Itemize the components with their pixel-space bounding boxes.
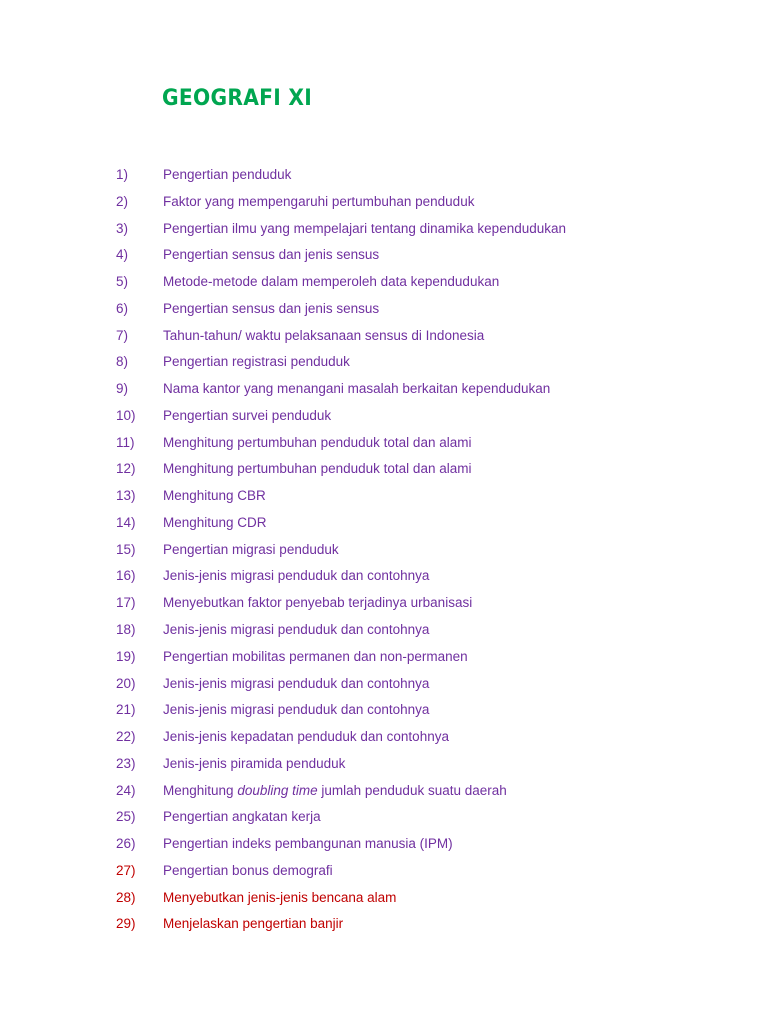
list-item-number: 16) [116, 568, 136, 584]
list-item [0, 323, 768, 350]
list-item-text: Menghitung CDR [163, 514, 267, 530]
list-item-text: Pengertian bonus demografi [163, 862, 333, 878]
list-item-number: 21) [116, 702, 136, 718]
list-item [0, 831, 768, 858]
list-item-number: 24) [116, 782, 136, 798]
list-item-number: 29) [116, 916, 136, 932]
list-item-number: 19) [116, 648, 136, 664]
list-item-text: Pengertian indeks pembangunan manusia (IPM) [163, 836, 453, 852]
list-item-number: 8) [116, 354, 129, 370]
list-item [0, 858, 768, 885]
list-item-number: 4) [116, 247, 129, 263]
list-item-text: Jenis-jenis piramida penduduk [163, 755, 346, 771]
list-item [0, 697, 768, 724]
list-item [0, 671, 768, 698]
list-item [0, 724, 768, 751]
list-item-number: 18) [116, 622, 136, 638]
list-item-text: Tahun-tahun/ waktu pelaksanaan sensus di Indonesia [163, 327, 485, 343]
list-item-text: Menghitung pertumbuhan penduduk total dan alami [163, 461, 472, 477]
list-item [0, 751, 768, 778]
list-item-number: 9) [116, 381, 129, 397]
list-item-text: Pengertian sensus dan jenis sensus [163, 300, 380, 316]
list-item [0, 376, 768, 403]
list-item-number: 13) [116, 488, 136, 504]
list-item-number: 11) [116, 434, 135, 450]
list-item [0, 242, 768, 269]
list-item [0, 644, 768, 671]
list-item-text: Jenis-jenis migrasi penduduk dan contohnya [163, 568, 430, 584]
list-item-number: 22) [116, 729, 136, 745]
topic-list [0, 162, 768, 938]
list-item-number: 25) [116, 809, 136, 825]
list-item [0, 911, 768, 938]
list-item-text: Jenis-jenis migrasi penduduk dan contohnya [163, 675, 430, 691]
list-item-text: Jenis-jenis migrasi penduduk dan contohnya [163, 622, 430, 638]
list-item-text: Menjelaskan pengertian banjir [163, 916, 344, 932]
page-title: GEOGRAFI XI [162, 86, 313, 111]
list-item-text: Metode-metode dalam memperoleh data kependudukan [163, 274, 500, 290]
list-item-text [163, 778, 507, 805]
list-item-number: 23) [116, 755, 136, 771]
list-item-number: 2) [116, 193, 129, 209]
list-item-text: Nama kantor yang menangani masalah berkaitan kependudukan [163, 381, 551, 397]
list-item [0, 216, 768, 243]
list-item [0, 804, 768, 831]
list-item [0, 162, 768, 189]
list-item-text-part: Menghitung [163, 782, 238, 798]
list-item-text: Jenis-jenis migrasi penduduk dan contohnya [163, 702, 430, 718]
list-item-text: Menghitung CBR [163, 488, 266, 504]
list-item [0, 403, 768, 430]
list-item-text-part: jumlah penduduk suatu daerah [317, 782, 507, 798]
list-item-text: Pengertian angkatan kerja [163, 809, 321, 825]
list-item [0, 430, 768, 457]
list-item [0, 617, 768, 644]
list-item-text: Pengertian penduduk [163, 167, 292, 182]
list-item [0, 349, 768, 376]
list-item [0, 590, 768, 617]
list-item [0, 269, 768, 296]
list-item-number: 28) [116, 889, 136, 905]
list-item-number: 7) [116, 327, 129, 343]
list-item-text: Menyebutkan faktor penyebab terjadinya urbanisasi [163, 595, 473, 611]
list-item [0, 778, 768, 805]
list-item-number: 14) [116, 514, 136, 530]
list-item-text: Pengertian survei penduduk [163, 407, 332, 423]
list-item-text: Pengertian sensus dan jenis sensus [163, 247, 380, 263]
list-item [0, 296, 768, 323]
list-item [0, 483, 768, 510]
list-item [0, 510, 768, 537]
list-item-number: 12) [116, 461, 136, 477]
list-item [0, 885, 768, 912]
list-item-number: 6) [116, 300, 129, 316]
list-item [0, 189, 768, 216]
list-item-text: Jenis-jenis kepadatan penduduk dan contohnya [163, 729, 449, 745]
list-item-text: Menyebutkan jenis-jenis bencana alam [163, 889, 397, 905]
list-item-text: Faktor yang mempengaruhi pertumbuhan penduduk [163, 193, 475, 209]
list-item-number: 20) [116, 675, 136, 691]
list-item-number: 27) [116, 862, 136, 878]
list-item-number: 1) [116, 167, 129, 182]
list-item-number: 10) [116, 407, 136, 423]
list-item-number: 26) [116, 836, 136, 852]
list-item-text: Pengertian migrasi penduduk [163, 541, 339, 557]
list-item-text: Pengertian ilmu yang mempelajari tentang dinamika kependudukan [163, 220, 567, 236]
list-item [0, 456, 768, 483]
list-item-number: 15) [116, 541, 136, 557]
list-item [0, 563, 768, 590]
list-item-text: Pengertian registrasi penduduk [163, 354, 350, 370]
list-item-number: 17) [116, 595, 136, 611]
list-item-text: Pengertian mobilitas permanen dan non-permanen [163, 648, 468, 664]
list-item-number: 3) [116, 220, 129, 236]
list-item [0, 537, 768, 564]
list-item-text-italic: doubling time [237, 782, 318, 798]
list-item-number: 5) [116, 274, 129, 290]
list-item-text: Menghitung pertumbuhan penduduk total dan alami [163, 434, 472, 450]
